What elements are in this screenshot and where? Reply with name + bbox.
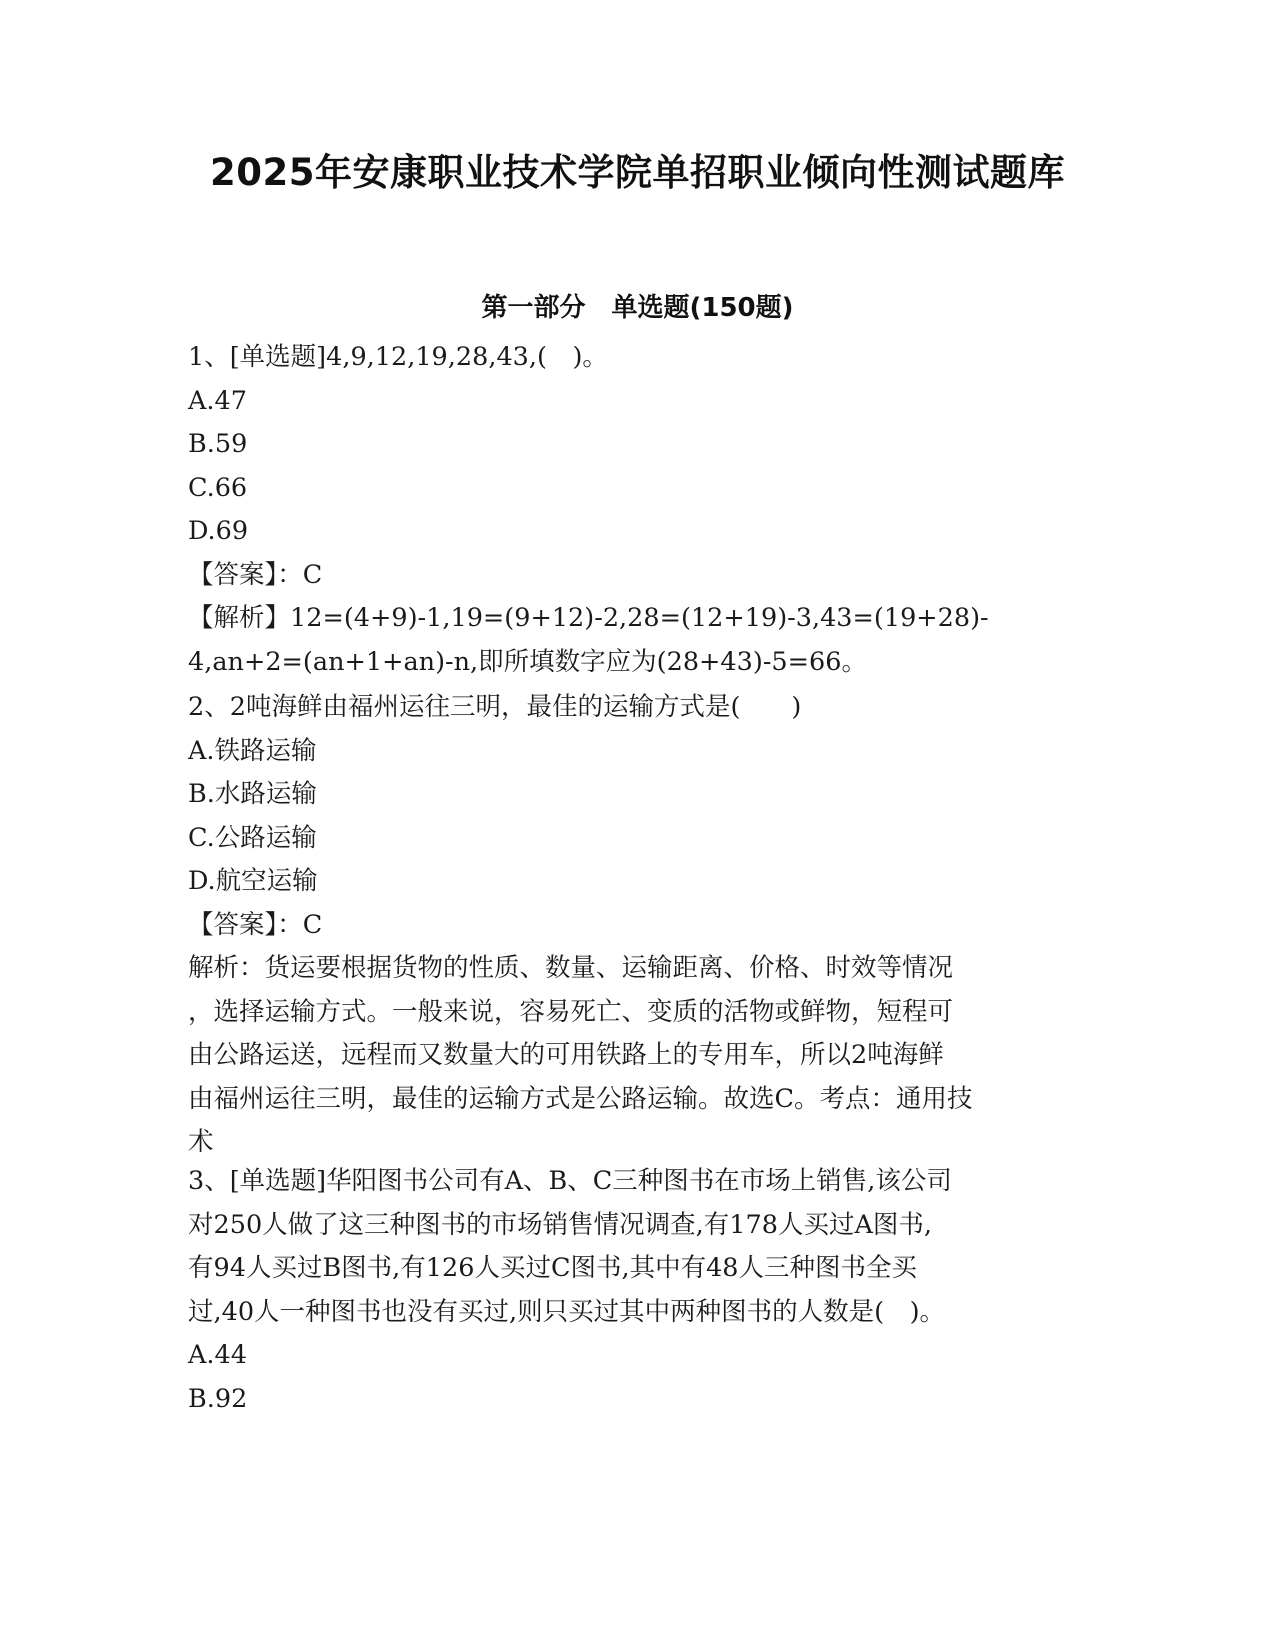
question-3 xyxy=(188,1160,1088,1421)
option-d: D.航空运输 xyxy=(188,866,318,896)
option-c: C.公路运输 xyxy=(188,822,317,853)
analysis-line: 4,an+2=(an+1+an)-n,即所填数字应为(28+43)-5=66。 xyxy=(188,646,867,677)
option-a: A.铁路运输 xyxy=(188,735,317,766)
option-b: B.水路运输 xyxy=(188,779,317,809)
option-b: B.92 xyxy=(188,1383,248,1414)
question-1 xyxy=(188,336,1088,684)
document-title: 2025年安康职业技术学院单招职业倾向性测试题库 xyxy=(210,151,1065,194)
option-a: A.44 xyxy=(188,1340,247,1370)
analysis-line: ，选择运输方式。一般来说，容易死亡、变质的活物或鲜物，短程可 xyxy=(188,996,954,1027)
answer: 【答案】：C xyxy=(188,909,323,940)
question-stem-line: 3、[单选题]华阳图书公司有A、B、C三种图书在市场上销售,该公司 xyxy=(188,1166,952,1196)
analysis-line: 由福州运往三明，最佳的运输方式是公路运输。故选C。考点：通用技 xyxy=(188,1083,973,1114)
analysis-line: 解析：货运要根据货物的性质、数量、运输距离、价格、时效等情况 xyxy=(188,953,954,983)
section-title: 第一部分 单选题(150题) xyxy=(481,293,794,323)
question-stem-line: 对250人做了这三种图书的市场销售情况调查,有178人买过A图书, xyxy=(188,1209,932,1240)
option-b: B.59 xyxy=(188,429,248,459)
analysis-line: 由公路运送，远程而又数量大的可用铁路上的专用车，所以2吨海鲜 xyxy=(188,1040,944,1070)
question-2 xyxy=(188,686,1088,1165)
option-d: D.69 xyxy=(188,516,249,546)
analysis-line: 术 xyxy=(188,1127,214,1157)
question-stem: 2、2吨海鲜由福州运往三明，最佳的运输方式是( ) xyxy=(188,692,802,722)
question-stem-line: 有94人买过B图书,有126人买过C图书,其中有48人三种图书全买 xyxy=(188,1253,918,1283)
analysis-line: 【解析】12=(4+9)-1,19=(9+12)-2,28=(12+19)-3,43=(19+28)- xyxy=(188,603,989,633)
option-c: C.66 xyxy=(188,472,248,503)
question-stem: 1、[单选题]4,9,12,19,28,43,( )。 xyxy=(188,342,608,372)
option-a: A.47 xyxy=(188,385,247,416)
question-stem-line: 过,40人一种图书也没有买过,则只买过其中两种图书的人数是( )。 xyxy=(188,1296,946,1327)
answer: 【答案】：C xyxy=(188,559,323,590)
